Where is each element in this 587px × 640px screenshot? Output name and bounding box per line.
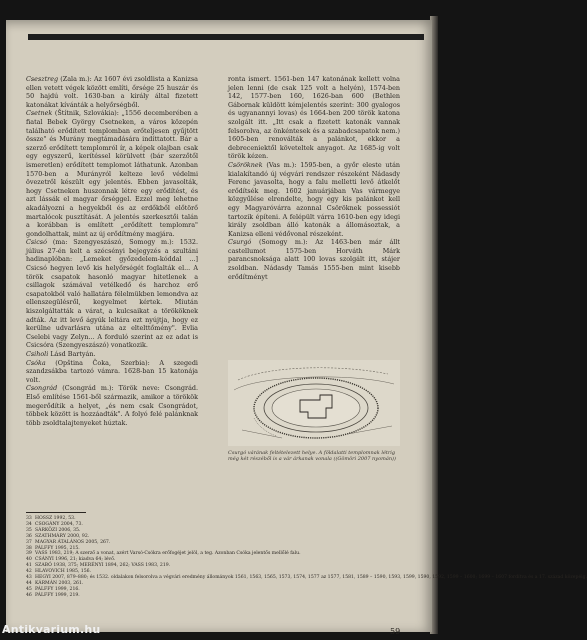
entry-text: (Štítnik, Szlovákia): „1556 decemberében a fiatal Bebek György Csetneken, a város közepén található erődített templomban erőteljesen gyűjtött össze" és Murány megtámadására indíttatott. Bár a szerző erődített templomról ír, a képek olajban csak egy egyszerű, kerítéssel körülvett (bár szerzőtől ismeretlen) erődített templomot láthatunk. Azonban 1570-ben a Murányról kelteze levő védelmi övezetről készült egy jelentés. Ebben javasolták, hogy Csetneken huszonnak létre egy erődítést, és azt lássák el magyar őrséggel. Ezzel meg lehetne akadályozni a hegyekből és az erdőkből előtörő martalócok pusztítását. A jelentés szerkesztői talán a korábban is említett „erődített templomra" gondolhattak, mint az új erődítmény magjára. — [26, 109, 198, 238]
entry-term: Csiholi — [26, 350, 49, 358]
footnote-text: CSOGÁNY 2004, 73. — [35, 521, 83, 527]
entry-text: (Vas m.): 1595-ben, a győr eleste után kialakítandó új végvári rendszer részeként Nádasdy Ferenc javasolta, hogy a falu melletti levő átkelőt erődítsék meg. 1602 januárjában Vas vármegye közgyűlése elrendelte, hogy egy kis palánkot kell egy Magyaróvárra azonnal Csöröknek possessiót tartozik építeni. A felépült várra 1610-ben egy idegi király zsoldban álló katonák a állomásoztak, a Kanizsa elleni védővonal részeként. — [228, 160, 400, 238]
entry-csesztreg — [26, 75, 198, 109]
footnote-text: PÁLFFY 1995, 215. — [35, 545, 80, 551]
footnote-number: 34 — [26, 521, 32, 527]
entry-term: Csetnek — [26, 109, 53, 118]
footnote-text: VASS 1983, 219; A szerző a vonat, azért Varsó-Csókra erőfogéjet jelöl, a teg. Azonban Csóka jelentős mellőlé falu. — [35, 551, 301, 557]
text-column-right — [228, 75, 400, 281]
footnote-text: HOSSZ 1992, 53. — [35, 516, 76, 521]
entry-csongrad-continued: ronta ismert. 1561-ben 147 katonának kellett volna jelen lenni (de csak 125 volt a helyén), 1574-ben 142, 1577-ben 160, 1626-ban 600 (Bethlen Gábornak küldött kémjelentés szerint: 300 gyalogos és ugyanannyi lovas) és 1664-ben 200 török katona szolgált itt. „Itt csak a fizetett katonák vannak felsorolva, az önkéntesek és a szabadcsapatok nem.) 1605-ben renoválták a palánkot, ekkor a debreceniektől követeltek anyagot. Az 1685-ig volt török kézen. — [228, 75, 400, 161]
footnote-text: MAGYAR ÁTALÁNOS 2005, 267. — [35, 539, 111, 545]
footnote-number: 44 — [26, 580, 32, 586]
site-map-figure — [228, 360, 400, 446]
footnote-number: 35 — [26, 527, 32, 533]
footnote-number: 39 — [26, 551, 32, 557]
book-page — [6, 20, 587, 636]
footnote-text: KÁRMÁN 2003, 261. — [35, 580, 84, 586]
footnote-number: 43 — [26, 575, 32, 581]
footnote-text: SZABÓ 1938, 375; MERÉNYI 1894, 262; VASS 1983, 219. — [35, 563, 171, 569]
page-number: 59 — [390, 627, 401, 636]
footnote-text: CSÁNYI 1996, 21; kiadva 64; lévő. — [35, 557, 116, 563]
footnote-text: HEGYI 2007, 879–880; és 1532. oldalakon felsorolva a végvári eredmény állományok 1561, 1563, 1565, 1573, 1574, 1577 az 1577, 1581, 1589 – 1590, 1593, 1599, 1590, 1592, 1599 – 1600; 1699 – 1607 fordítva és a 17. század közepéig. — [35, 575, 587, 581]
site-watermark: Antikvarium.hu — [2, 623, 101, 636]
entry-term: Csongrád — [26, 384, 58, 393]
figure-caption: Csurgó várának feltételezett helye. A földalatti templomnak létrig még két részéből is a vár árkanak vonala ((Gömöri 2007 nyomán)) — [228, 450, 396, 463]
footnote-text: PÁLFFY 1999, 216. — [35, 586, 80, 592]
entry-text: (ma: Szengyeszászó, Somogy m.): 1532. július 27-én kelt a szécsényi bejegyzés a szultáni hadinaplóban: „Lemeket győzedelem-kóddal ...] Csicsó hegyen levő kis helyőrségét foglalták el... A török csapatok hasonló magyar hitetlenek a csillagok számával vetélkedő és harchoz erő csapatokból való hallatára félelmükben lemondva az ellenszegülésről, kegyelmet kértek. Miután kiszolgáltatták a várat, a kulcsaikat a törököknek adták. Az itt levő ágyúk leltára ezt nyújtja, hogy ez kerülne udvarlásra utána az eltelttőmény". Evlia Cselebi vagy Zelyn... A forduló szerint az ez adat is Csicsóra (Szengyeszászó) vonatkozik. — [26, 238, 198, 350]
footnote-number: 46 — [26, 592, 32, 598]
entry-text: (Zala m.): Az 1607 évi zsoldlista a Kanizsa ellen vetett végek között említi, őrsége 25 huszár és 50 hajdú volt. 1630-ban a király által fizetett katonákat kívánták a helyőrségből. — [26, 75, 198, 109]
footnote-number: 33 — [26, 516, 32, 521]
footnote-number: 41 — [26, 563, 32, 569]
footnote-number: 36 — [26, 533, 32, 539]
entry-text: (Csongrád m.): Török neve: Csongrád. Első említése 1561-ből származik, amikor a törökök megerődítik a helyet, „és nem csak Csongrádot, többek között is hozzáadták". A folyó felé palánknak több zsoldtalajtenyeket húztak. — [26, 384, 198, 427]
footnote — [26, 593, 406, 599]
entry-csoka — [26, 359, 198, 385]
footnote-number: 45 — [26, 586, 32, 592]
fortification-plan-drawing — [228, 360, 400, 446]
entry-csongrad — [26, 384, 198, 427]
footnote-number: 38 — [26, 545, 32, 551]
entry-text: (Opština Čoka, Szerbia): A szegedi szandzsákba tartozó vámra. 1628-ban 15 katonája volt. — [26, 358, 198, 384]
entry-csurgo — [228, 238, 400, 281]
footnote-number: 37 — [26, 539, 32, 545]
footnote-number: 42 — [26, 569, 32, 575]
entry-term: Csesztreg — [26, 75, 59, 83]
footnotes — [26, 516, 587, 599]
entry-csicso — [26, 238, 198, 350]
entry-csetnek — [26, 109, 198, 238]
text-column-left — [26, 75, 198, 451]
entry-text: Lásd Bartyán. — [50, 350, 96, 358]
entry-csoroknek — [228, 161, 400, 238]
entry-csiholi — [26, 350, 198, 359]
scan-shadow-band — [28, 34, 424, 40]
entry-term: Csurgó — [228, 238, 252, 247]
footnote-text: PÁLFFY 1999, 219. — [35, 592, 80, 598]
entry-term: Csicsó — [26, 238, 47, 247]
footnote-separator — [26, 512, 86, 513]
entry-term: Csóka — [26, 358, 46, 367]
footnote-number: 40 — [26, 557, 32, 563]
footnote-text: SÁRKÖZI 2006, 35. — [35, 527, 81, 533]
footnote-text: SZATHMÁRY 2000, 92. — [35, 533, 90, 539]
entry-term: Csöröknek — [228, 160, 263, 169]
footnote-text: HLAVOVICH 1985, 156. — [35, 569, 92, 575]
entry-text: (Somogy m.): Az 1463-ben már állt castellumot 1575-ben Horváth Márk parancsnoksága alatt 100 lovas szolgált itt, stájer zsoldban. Nádasdy Tamás 1555-ben mint kisebb erődítményt — [228, 238, 400, 281]
